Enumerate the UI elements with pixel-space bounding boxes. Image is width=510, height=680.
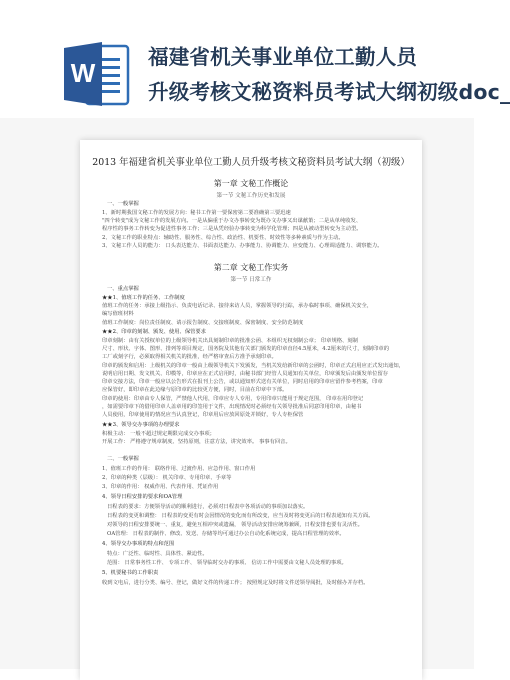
text-line: 说明启用日期、发文机关、印模等，印章应在正式启用时，由秘书部门经管人员通知有关单位，印章颁发后由颁发单位留存: [102, 371, 389, 377]
page-title-line-1: 福建省机关事业单位工勤人员: [148, 45, 418, 69]
document-title: 2013 年福建省机关事业单位工勤人员升级考核文秘资料员考试大纲（初级）: [92, 157, 410, 168]
text-line: 印章的使用：印章由专人保管，严禁他人代用，印章应专人专用，专用印章只能用于规定范围， 印章在用印登记: [102, 396, 364, 402]
text-line: 开展工作： 严格遵守规章制度、坚持原则，注意方法，讲究效率。 事事有回音。: [102, 439, 291, 445]
text-line: 一、重点掌握: [107, 286, 139, 292]
text-line: 1、值班工作的作用： 联络作用、过渡作用、应急作用、窗口作用: [102, 466, 256, 472]
text-line: 2、文秘工作的职业特点：辅助性、服务性、综合性、政治性、机要性、时效性等多种素质与作为主动。: [102, 235, 344, 241]
chapter-heading: 第一章 文秘工作概论: [213, 179, 289, 188]
text-line: 印章刻制：由有关授权单位的上级领导机关出具刻制印章的批准公函、本组织无权刻制公章； 印章规格、刻制: [102, 338, 358, 344]
word-document-icon: [62, 38, 132, 110]
text-line: 尺寸、形状、字体、图形、排列等项目规定，国务院及其他有关部门颁发的印章直径4.5厘米，4.2厘米的尺寸，刻制印章的: [102, 346, 389, 352]
text-line: 日程表的要求：方便领导活动的顺利进行，必须对日程表中各项活动的事项加以落实。: [107, 504, 309, 510]
text-line: ★★1、值班工作的任务、工作制度: [102, 295, 185, 301]
text-line: 4、领导日程安排的要求和OA管理: [102, 494, 183, 500]
text-line: OA管理： 日程表的制作、修改、发送、存储等均可通过办公自动化系统完成，提高日程管理的效率。: [107, 531, 345, 537]
text-line: 3、印章的作用： 权威作用、代表作用、凭证作用: [102, 484, 219, 490]
text-line: 人员使用，印章使用的情况应当认真登记，印章用后应放回原处并锁好，专人专柜保管: [102, 412, 304, 418]
text-line: 程序性的事务工作转变为促进性事务工作；三是从凭经验办事转变为科学化管理；四是从被动型转变为主动型。: [102, 226, 362, 232]
text-line: 1、新时期我国文秘工作的发展方向：秘书工作第一要保密第二要准确第三要迅速: [102, 210, 291, 216]
text-line: 日程表的变更和调整： 日程表的变更有时会因情况的变化而有所改变，应当及时将变更后的日程表通知有关方面。: [107, 513, 374, 519]
text-line: 范围： 日常事务性工作、 专项工作、 领导临时交办的事项、 信访工作中需要由文秘人员处理的事项。: [107, 560, 347, 566]
text-line: 5、机要秘书的工作职责: [102, 570, 159, 576]
chapter-heading: 第二章 文秘工作实务: [213, 263, 289, 272]
section-heading: 第一节 文秘工作历史和发展: [216, 193, 286, 199]
text-line: 4、领导交办事项的特点和范围: [102, 541, 175, 547]
text-line: ，如需要印章下的借用印章人盖章用的印签用于文件，出现情况时必须经有关领导批准后同意印用印章，由秘书: [102, 404, 362, 410]
text-line: "四个转变"成为文秘工作的发展方向。一是从偏重于办文办事转变为既办文办事又出谋献策；二是从单纯收发、: [102, 218, 362, 224]
header: [0, 0, 510, 118]
text-line: 3、文秘工作人员的能力： 口头表达能力、书面表达能力、办事能力、协调能力、应变能力、心理调适能力、调察能力。: [102, 243, 383, 249]
text-line: 印章交接方法，印章一般应以公告形式在报刊上公告，或以通知形式送有关单位，同时启用的印章应留作参考档案，印章: [102, 379, 383, 385]
text-line: ★★2、印章的刻制、颁发、使用、保管要求: [102, 329, 207, 335]
text-line: 值班工作制度：岗位责任制度、请示报告制度、交接班制度、保密制度、安全防范制度: [102, 320, 304, 326]
text-line: 特点：广泛性、临时性、具体性、紧迫性。: [107, 551, 208, 557]
svg-text:W: W: [70, 58, 96, 88]
text-line: 二、一般掌握: [107, 456, 139, 462]
text-line: ★★3、领导交办事项的办理要求: [102, 422, 180, 428]
text-line: 一、一般掌握: [107, 201, 139, 207]
text-line: 值班工作的任务：承接上级指示、负责电话记录、接待来访人员，掌握领导的行踪，承办临时事项、确保机关安全，: [102, 303, 373, 309]
text-line: 2、印章的种类（层级）： 机关印章、专用印章、手章等: [102, 475, 232, 481]
document-preview-area: [0, 118, 474, 669]
text-line: 应保管好，即印章在此边缘与原印章的比较更方便，同时，目前在印章中下部。: [102, 387, 288, 393]
text-line: 对领导的日程安排要统一、重复，避免互相冲突或遗漏， 领导活动安排应统筹兼顾，日程安排也要有灵活性。: [107, 522, 363, 528]
text-line: 编写值班材料: [102, 311, 134, 317]
text-line: 工厂或刻字行，必须取得相关机关的批准，经严格审查后方准予承刻印章。: [102, 354, 277, 360]
document-page: [80, 140, 422, 680]
page-title-line-2: 升级考核文秘资料员考试大纲初级doc_: [148, 80, 510, 104]
text-line: 积极主动： 一般不超过规定期限完成交办事项；: [102, 431, 215, 437]
text-line: 印章的颁发和启用：上级机关的印章一般由上级领导机关下发颁发，当机关发给新印章的公函时，印章正式启用应正式发出通知，: [102, 363, 404, 369]
section-heading: 第一节 日常工作: [230, 277, 272, 283]
text-line: 收到文电后，进行分类、编号、登记，做好文件的传递工作； 按照规定及时将文件送领导阅批，及时催办并存档。: [102, 580, 369, 586]
